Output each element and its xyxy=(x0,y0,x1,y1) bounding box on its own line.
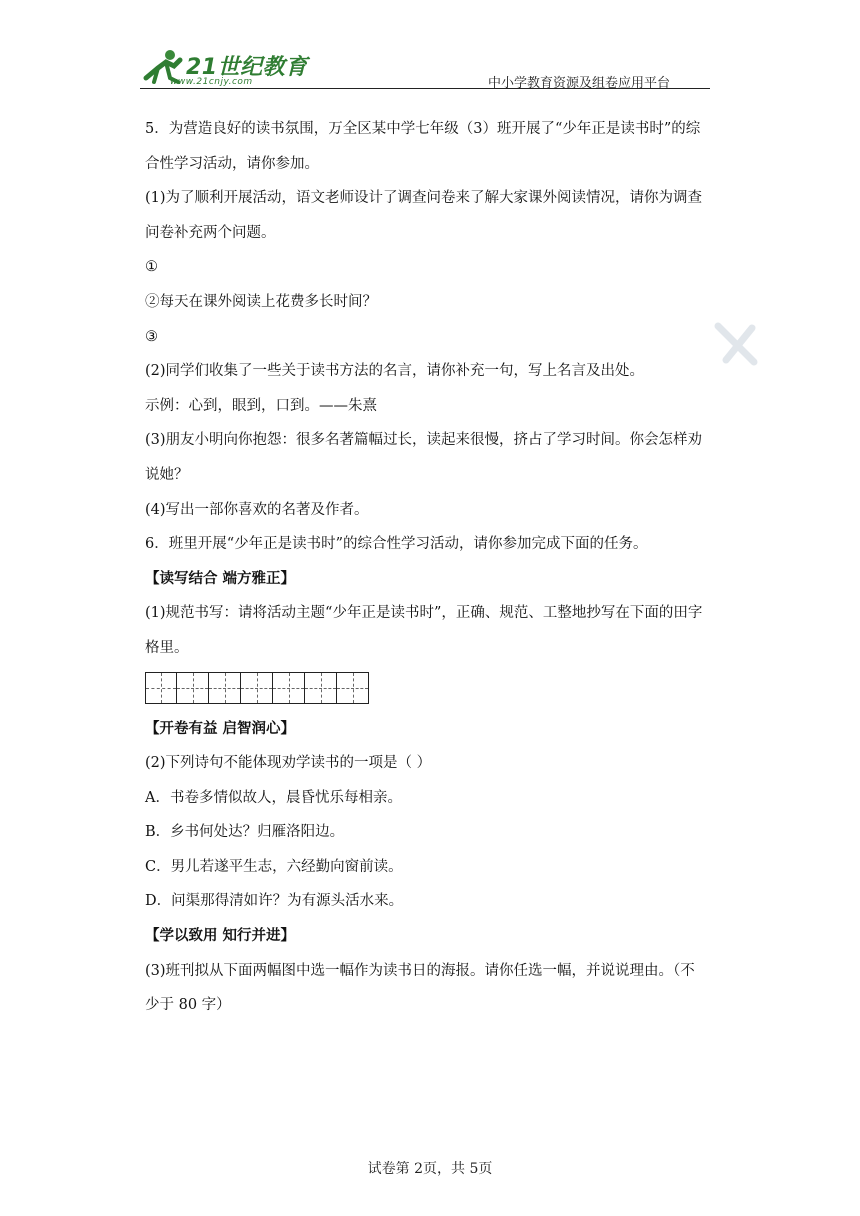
page-header xyxy=(140,44,710,90)
text-line: ③ xyxy=(145,328,158,345)
tianzige-cell[interactable] xyxy=(241,672,273,704)
tianzige-cell[interactable] xyxy=(305,672,337,704)
text-line: 示例：心到，眼到，口到。——朱熹 xyxy=(145,397,377,414)
text-line: 6．班里开展“少年正是读书时”的综合性学习活动，请你参加完成下面的任务。 xyxy=(145,536,648,553)
logo-url: www.21cnjy.com xyxy=(170,77,253,87)
text-line: (2)同学们收集了一些关于读书方法的名言，请你补充一句，写上名言及出处。 xyxy=(145,363,645,380)
section-heading: 【读写结合 端方雅正】 xyxy=(145,569,296,587)
text-line: 问卷补充两个问题。 xyxy=(145,224,276,241)
text-line: ②每天在课外阅读上花费多长时间？ xyxy=(145,293,377,310)
tianzige-cell[interactable] xyxy=(209,672,241,704)
text-line: (3)朋友小明向你抱怨：很多名著篇幅过长，读起来很慢，挤占了学习时间。你会怎样劝 xyxy=(145,432,703,449)
text-line: 少于 80 字） xyxy=(145,997,231,1014)
text-line: 说她？ xyxy=(145,466,189,483)
section-heading: 【开卷有益 启智润心】 xyxy=(145,719,296,737)
text-line: C．男儿若遂平生志，六经勤向窗前读。 xyxy=(145,858,403,875)
text-line: 5．为营造良好的读书氛围，万全区某中学七年级（3）班开展了“少年正是读书时”的综 xyxy=(145,121,701,137)
tianzige-cell[interactable] xyxy=(177,672,209,704)
tianzige-cell[interactable] xyxy=(273,672,305,704)
platform-name: 中小学教育资源及组卷应用平台 xyxy=(487,76,670,91)
section-heading: 【学以致用 知行并进】 xyxy=(145,927,296,945)
page-footer: 试卷第 2页，共 5页 xyxy=(367,1161,493,1177)
text-line: (1)规范书写：请将活动主题“少年正是读书时”，正确、规范、工整地抄写在下面的田字 xyxy=(145,605,703,622)
text-line: ① xyxy=(145,259,158,276)
logo-text: 21世纪教育 xyxy=(186,55,308,80)
text-line: (3)班刊拟从下面两幅图中选一幅作为读书日的海报。请你任选一幅，并说说理由。（不 xyxy=(145,962,695,979)
text-line: (4)写出一部你喜欢的名著及作者。 xyxy=(145,501,369,518)
text-line: (1)为了顺利开展活动，语文老师设计了调查问卷来了解大家课外阅读情况，请你为调查 xyxy=(145,190,703,207)
logo xyxy=(140,44,330,90)
text-line: 格里。 xyxy=(145,639,189,656)
text-line: (2)下列诗句不能体现劝学读书的一项是（ ） xyxy=(145,755,432,772)
header-divider xyxy=(140,88,710,89)
text-line: A．书卷多情似故人，晨昏忧乐每相亲。 xyxy=(145,789,402,806)
tianzige-cell[interactable] xyxy=(145,672,177,704)
tianzige-grid[interactable] xyxy=(145,672,720,704)
question-content xyxy=(145,112,720,1023)
text-line: D．问渠那得清如许？为有源头活水来。 xyxy=(145,893,404,910)
text-line: B．乡书何处达？归雁洛阳边。 xyxy=(145,824,345,841)
tianzige-cell[interactable] xyxy=(337,672,369,704)
text-line: 合性学习活动，请你参加。 xyxy=(145,155,319,172)
